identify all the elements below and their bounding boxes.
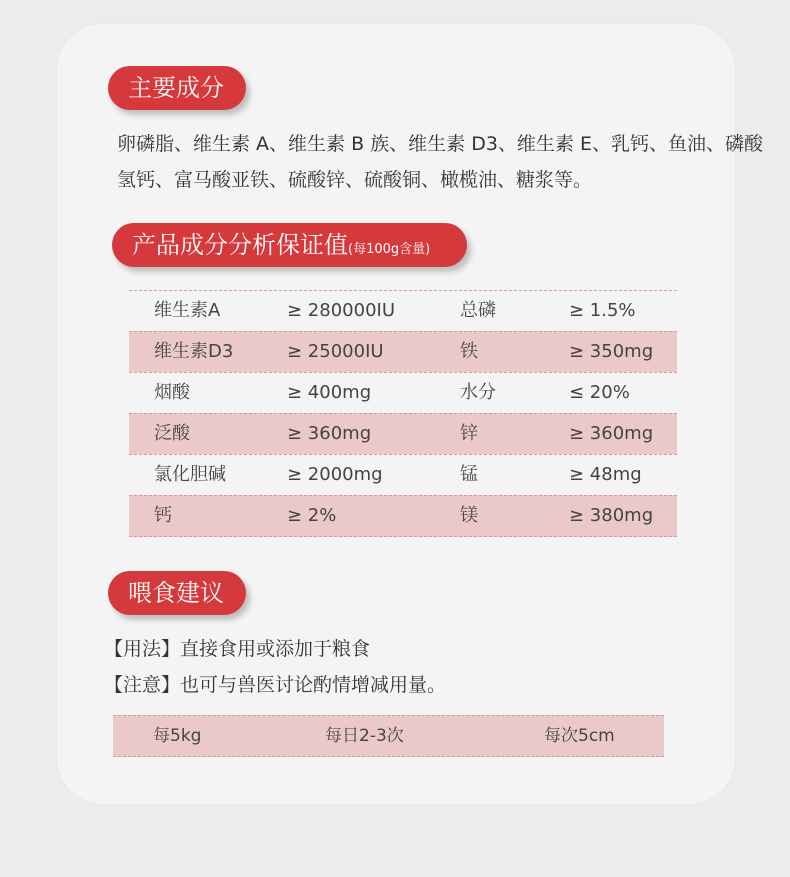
nutrient-value: ≥ 360mg — [287, 423, 372, 444]
dose-amount: 每次5cm — [544, 726, 615, 746]
nutrient-name: 镁 — [460, 505, 478, 526]
nutrient-value: ≤ 20% — [569, 382, 630, 403]
nutrient-name: 氯化胆碱 — [154, 464, 226, 485]
ingredients-line-1: 卵磷脂、维生素 A、维生素 B 族、维生素 D3、维生素 E、乳钙、鱼油、磷酸 — [117, 133, 763, 155]
nutrient-name: 维生素D3 — [154, 341, 234, 362]
nutrient-name: 铁 — [460, 341, 478, 362]
nutrient-value: ≥ 280000IU — [287, 300, 395, 321]
nutrient-value: ≥ 1.5% — [569, 300, 636, 321]
table-row — [129, 413, 677, 454]
analysis-heading — [112, 223, 467, 267]
nutrient-value: ≥ 360mg — [569, 423, 654, 444]
table-row — [129, 331, 677, 372]
ingredients-heading — [108, 66, 246, 110]
nutrient-name: 烟酸 — [154, 382, 190, 403]
nutrient-value: ≥ 25000IU — [287, 341, 384, 362]
nutrient-value: ≥ 48mg — [569, 464, 642, 485]
table-row — [129, 495, 677, 537]
dose-frequency: 每日2-3次 — [325, 726, 404, 746]
nutrient-name: 锌 — [460, 423, 478, 444]
nutrient-value: ≥ 400mg — [287, 382, 372, 403]
nutrient-value: ≥ 2% — [287, 505, 337, 526]
feeding-heading-label: 喂食建议 — [128, 579, 224, 607]
analysis-heading-subtitle: (每100g含量) — [348, 242, 431, 257]
nutrient-name: 维生素A — [154, 300, 221, 321]
nutrient-name: 锰 — [460, 464, 478, 485]
ingredients-text — [117, 126, 763, 198]
dose-weight: 每5kg — [153, 726, 202, 746]
nutrient-value: ≥ 380mg — [569, 505, 654, 526]
table-row — [129, 454, 677, 495]
ingredients-heading-label: 主要成分 — [128, 74, 224, 102]
nutrient-name: 水分 — [460, 382, 496, 403]
usage-text: 【用法】直接食用或添加于粮食 — [104, 638, 371, 660]
nutrient-value: ≥ 2000mg — [287, 464, 383, 485]
ingredients-line-2: 氢钙、富马酸亚铁、硫酸锌、硫酸铜、橄榄油、糖浆等。 — [117, 169, 593, 191]
nutrient-name: 泛酸 — [154, 423, 190, 444]
feeding-heading — [108, 571, 246, 615]
table-row — [129, 290, 677, 331]
notice-text: 【注意】也可与兽医讨论酌情增减用量。 — [104, 674, 447, 696]
nutrient-value: ≥ 350mg — [569, 341, 654, 362]
nutrient-name: 钙 — [154, 505, 172, 526]
table-row — [129, 372, 677, 413]
analysis-table — [129, 290, 677, 537]
dosage-row — [113, 715, 664, 757]
nutrient-name: 总磷 — [460, 300, 496, 321]
analysis-heading-label: 产品成分分析保证值 — [132, 231, 348, 259]
